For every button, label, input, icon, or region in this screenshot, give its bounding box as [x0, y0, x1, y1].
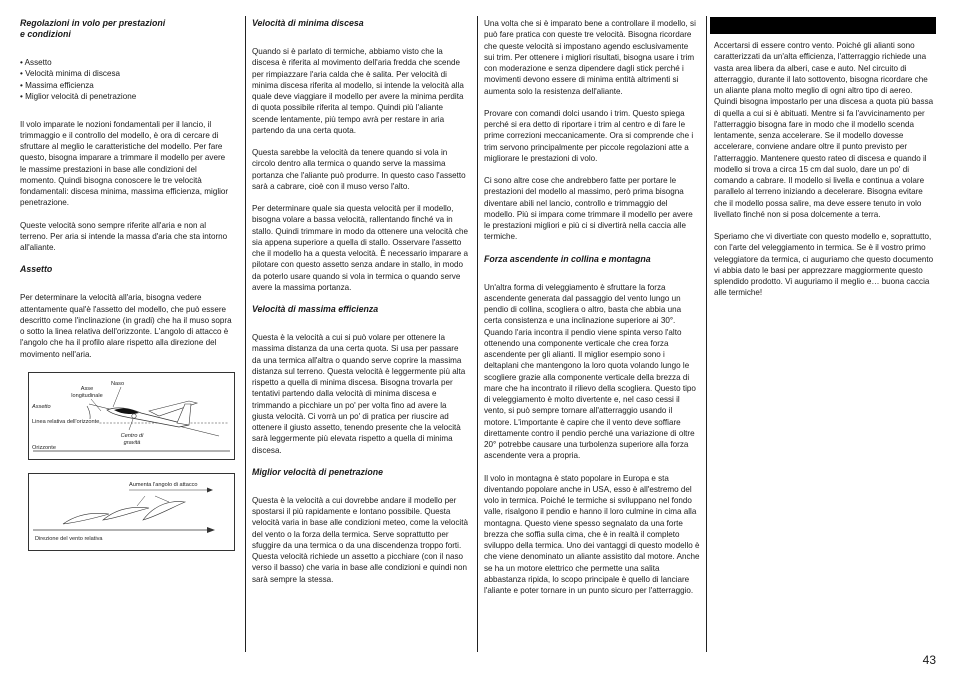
column-rule [477, 16, 478, 652]
paragraph: Queste velocità sono sempre riferite all'aria e non al terreno. Per aria si intende la massa d'aria che sta intorno all'aliante. [20, 220, 228, 253]
paragraph: Il volo imparate le nozioni fondamentali per il lancio, il trimmaggio e il controllo del modello, è ora di cercare di sfruttare al meglio le caratteristiche del modello. Per fare questo, bisogna imparare a trimmare il modello per avere le massime prestazioni in base alle condizioni del momento. Quindi bisogna conoscere le tre velocità fondamentali: discesa minima, massima efficienza, miglior penetrazione. [20, 119, 229, 208]
column-4 [714, 40, 936, 299]
paragraph: Accertarsi di essere contro vento. Poiché gli alianti sono caratterizzati da un'alta efficienza, l'atterraggio richiede una vasta area libera da alberi, case e auto. Nel circuito di atterraggio, durante il lato sottovento, bisogna ricordare che un aliante plana molto meglio di ogni altro tipo di aereo. Quindi bisogna impostarlo per una discesa a quota più bassa di quella a cui si è abituati. Mentre si fa l'avvicinamento per l'atterraggio bisogna fare in modo che il modello scenda lentamente, senza accelerare. Se il modello dovesse accelerare, conviene andare oltre il punto previsto per l'atterraggio. Mantenere questo rateo di discesa e quando il modello si trova a circa 15 cm dal suolo, dare un po' di comando a cabrare. Il modello si livella e continua a volare parallelo al terreno iniziando a decelerare. Bisogna evitare che il modello possa salire, ma deve essere tenuto in volo livellato finché non si posa dolcemente a terra. [714, 41, 934, 219]
heading-assetto: Assetto [20, 264, 53, 275]
paragraph: Per determinare quale sia questa velocità per il modello, bisogna volare a bassa velocità, rallentando finché va in stallo. Quindi trimmare in modo da ottenere una velocità che sia appena superiore a quella di stallo. Osservare l'assetto che il modello ha a questa velocità. È necessario imparare a pilotare con questo assetto senza andare in stallo, in modo da poterlo usare quando si vola in termica o quando serve avere la massima portanza. [252, 204, 468, 292]
heading-minima-discesa: Velocità di minima discesa [252, 18, 364, 28]
paragraph: Una volta che si è imparato bene a controllare il modello, si può fare pratica con queste tre velocità. Bisogna ricordare che queste velocità si impostano agendo esclusivamente sui trim. Per ottenere i migliori risultati, bisogna usare i trim con moderazione e senza dipendere dagli stick perché i movimenti devono essere di minima entità altrimenti si aumenta solo la resistenza dell'aliante. [484, 19, 696, 96]
column-2 [252, 18, 468, 585]
paragraph: Provare con comandi dolci usando i trim. Questo spiega perché si era detto di riportare i trim al centro e di fare le prime correzioni meccanicamente. Ora si comprende che i trim servono principalmente per piccole regolazioni atte a migliorare le prestazioni di volo. [484, 108, 694, 163]
heading-massima-efficienza: Velocità di massima efficienza [252, 304, 379, 314]
heading-regolazioni-2: e condizioni [20, 29, 71, 39]
paragraph: Il volo in montagna è stato popolare in Europa e sta diventando popolare anche in USA, esso è all'estremo del volo in termica. Poiché le termiche si sviluppano nel fondo valle, risalgono il pendio e hanno il loro culmine in cima alla montagna. Questo viene spesso segnalato da una forte brezza che soffia sulla cima, che è in realtà il completo sviluppo della termica. Uno dei vantaggi di questo modello è che viene denominato un aliante assistito dal motore. Anche se ha un motore elettrico che permette una salita abbastanza ripida, lo scopo principale è quello di lanciare l'aliante e poter tornare in un punto sicuro per l'atterraggio. [484, 473, 700, 595]
list-item: • Miglior velocità di penetrazione [20, 92, 137, 102]
paragraph: Questa è la velocità a cui si può volare per ottenere la massima distanza da una certa quota. Si usa per passare da una termica all'altra o quando serve coprire la massima distanza sul terreno. Questa velocità è leggermente più alta rispetto a quella di minima discesa. Bisogna trovarla per tentativi partendo dalla velocità di minima discesa e trimmando a picchiare un po' per volta fino ad avere la giusta velocità. Ci vorrà un po' di pratica per riuscire ad ottenere il giusto assetto, tenendo presente che la velocità sarà leggermente più elevata rispetto a quella di minima discesa. [252, 333, 466, 455]
label-naso: Naso [111, 381, 125, 387]
label-centro: Centro di gravità [120, 433, 144, 446]
label-linea: Linea relativa dell'orizzonte [32, 419, 100, 425]
glider-attitude-diagram [29, 373, 234, 459]
paragraph: Per determinare la velocità all'aria, bisogna vedere attentamente qual'è l'assetto del modello, che può essere descritto come l'inclinazione (in gradi) che ha il muso sopra o sotto la linea relativa dell'orizzonte. L'angolo di attacco è l'angolo che ha il profilo alare rispetto alla direzione del movimento nell'aria. [20, 293, 232, 359]
paragraph: Ci sono altre cose che andrebbero fatte per portare le prestazioni del modello al massimo, però prima bisogna diventare abili nel lancio, controllo e trimmaggio del modello. Più si impara come trimmare il modello per avere le prestazioni migliori e più ci si divertirà nella caccia alle termiche. [484, 176, 693, 242]
paragraph: Questa sarebbe la velocità da tenere quando si vola in circolo dentro alla termica o quando serve la massima portanza che l'aliante può produrre. In questo caso l'assetto sarà a cabrare, cioè con il muso verso l'alto. [252, 148, 466, 191]
column-1 [20, 18, 232, 360]
column-rule [245, 16, 246, 652]
page-number: 43 [922, 653, 936, 667]
paragraph: Speriamo che vi divertiate con questo modello e, soprattutto, con l'arte del veleggiamento in termica. Se è il vostro primo veleggiatore da termica, ci auguriamo che questo documento vi abbia dato le basi per apprezzare maggiormente questo splendido prodotto. Vi auguriamo il meglio e… buona caccia alle termiche! [714, 232, 934, 298]
label-assetto: Assetto [32, 404, 51, 410]
list-item: • Massima efficienza [20, 80, 94, 90]
heading-regolazioni: Regolazioni in volo per prestazioni [20, 18, 166, 28]
section-header-bar [710, 17, 936, 34]
paragraph: Un'altra forma di veleggiamento è sfruttare la forza ascendente generata dal passaggio del vento lungo un pendio di collina, scogliera o altro, basta che abbia una certa consistenza e una inclinazione superiore ai 30°. Quando l'aria incontra il pendio viene spinta verso l'alto ottenendo una componente verticale che crea forza ascendente per gli alianti. Il miglior esempio sono i deltaplani che mantengono la loro quota volando lungo le scogliere grazie alla componente verticale della brezza di mare che ha incontrato il rilievo della scogliera. Questo tipo di veleggiamento è molto divertente e, nel caso cessi il vento, si può sempre tornare all'atterraggio usando il motore. L'importante è capire che il vento deve soffiare direttamente contro il pendio perché una variazione di oltre 20° potrebbe causare una turbolenza superiore alla forza ascendente vera a propria. [484, 282, 696, 461]
label-direzione: Direzione del vento relativa [35, 536, 103, 542]
bullet-list [20, 57, 232, 103]
paragraph: Quando si è parlato di termiche, abbiamo visto che la discesa è riferita al movimento dell'aria fredda che scende per rimpiazzare l'aria calda che è salita. Per velocità di minima discesa riferita al modello, si intende la velocità alla quale deve viaggiare il modello per avere la minima perdita di quota possibile riferita al tempo. Quindi più l'aliante scende lentamente, più tempo avrà per restare in aria partendo da una certa quota. [252, 47, 464, 135]
label-orizzonte: Orizzonte [32, 445, 56, 451]
list-item: • Assetto [20, 58, 52, 67]
label-asse: Asse longitudinale [71, 386, 103, 399]
list-item: • Velocità minima di discesa [20, 69, 121, 79]
column-3 [484, 18, 700, 596]
figure-assetto [28, 372, 235, 460]
heading-forza-ascendente: Forza ascendente in collina e montagna [484, 253, 651, 264]
column-rule [706, 16, 707, 652]
label-aumenta: Aumenta l'angolo di attacco [129, 482, 198, 488]
heading-penetrazione: Miglior velocità di penetrazione [252, 466, 383, 477]
paragraph: Questa è la velocità a cui dovrebbe andare il modello per spostarsi il più rapidamente e lontano possibile. Questa velocità varia in base alle condizioni meteo, come la velocità del vento o la forza della termica. Serve soprattutto per sfuggire da una termica o da una discendenza troppo forti. Questa velocità richiede un assetto a picchiare (con il naso verso il basso) che varia in base alle condizioni e quindi non sarà sempre la stessa. [252, 495, 468, 584]
figure-angolo-attacco [28, 473, 235, 551]
